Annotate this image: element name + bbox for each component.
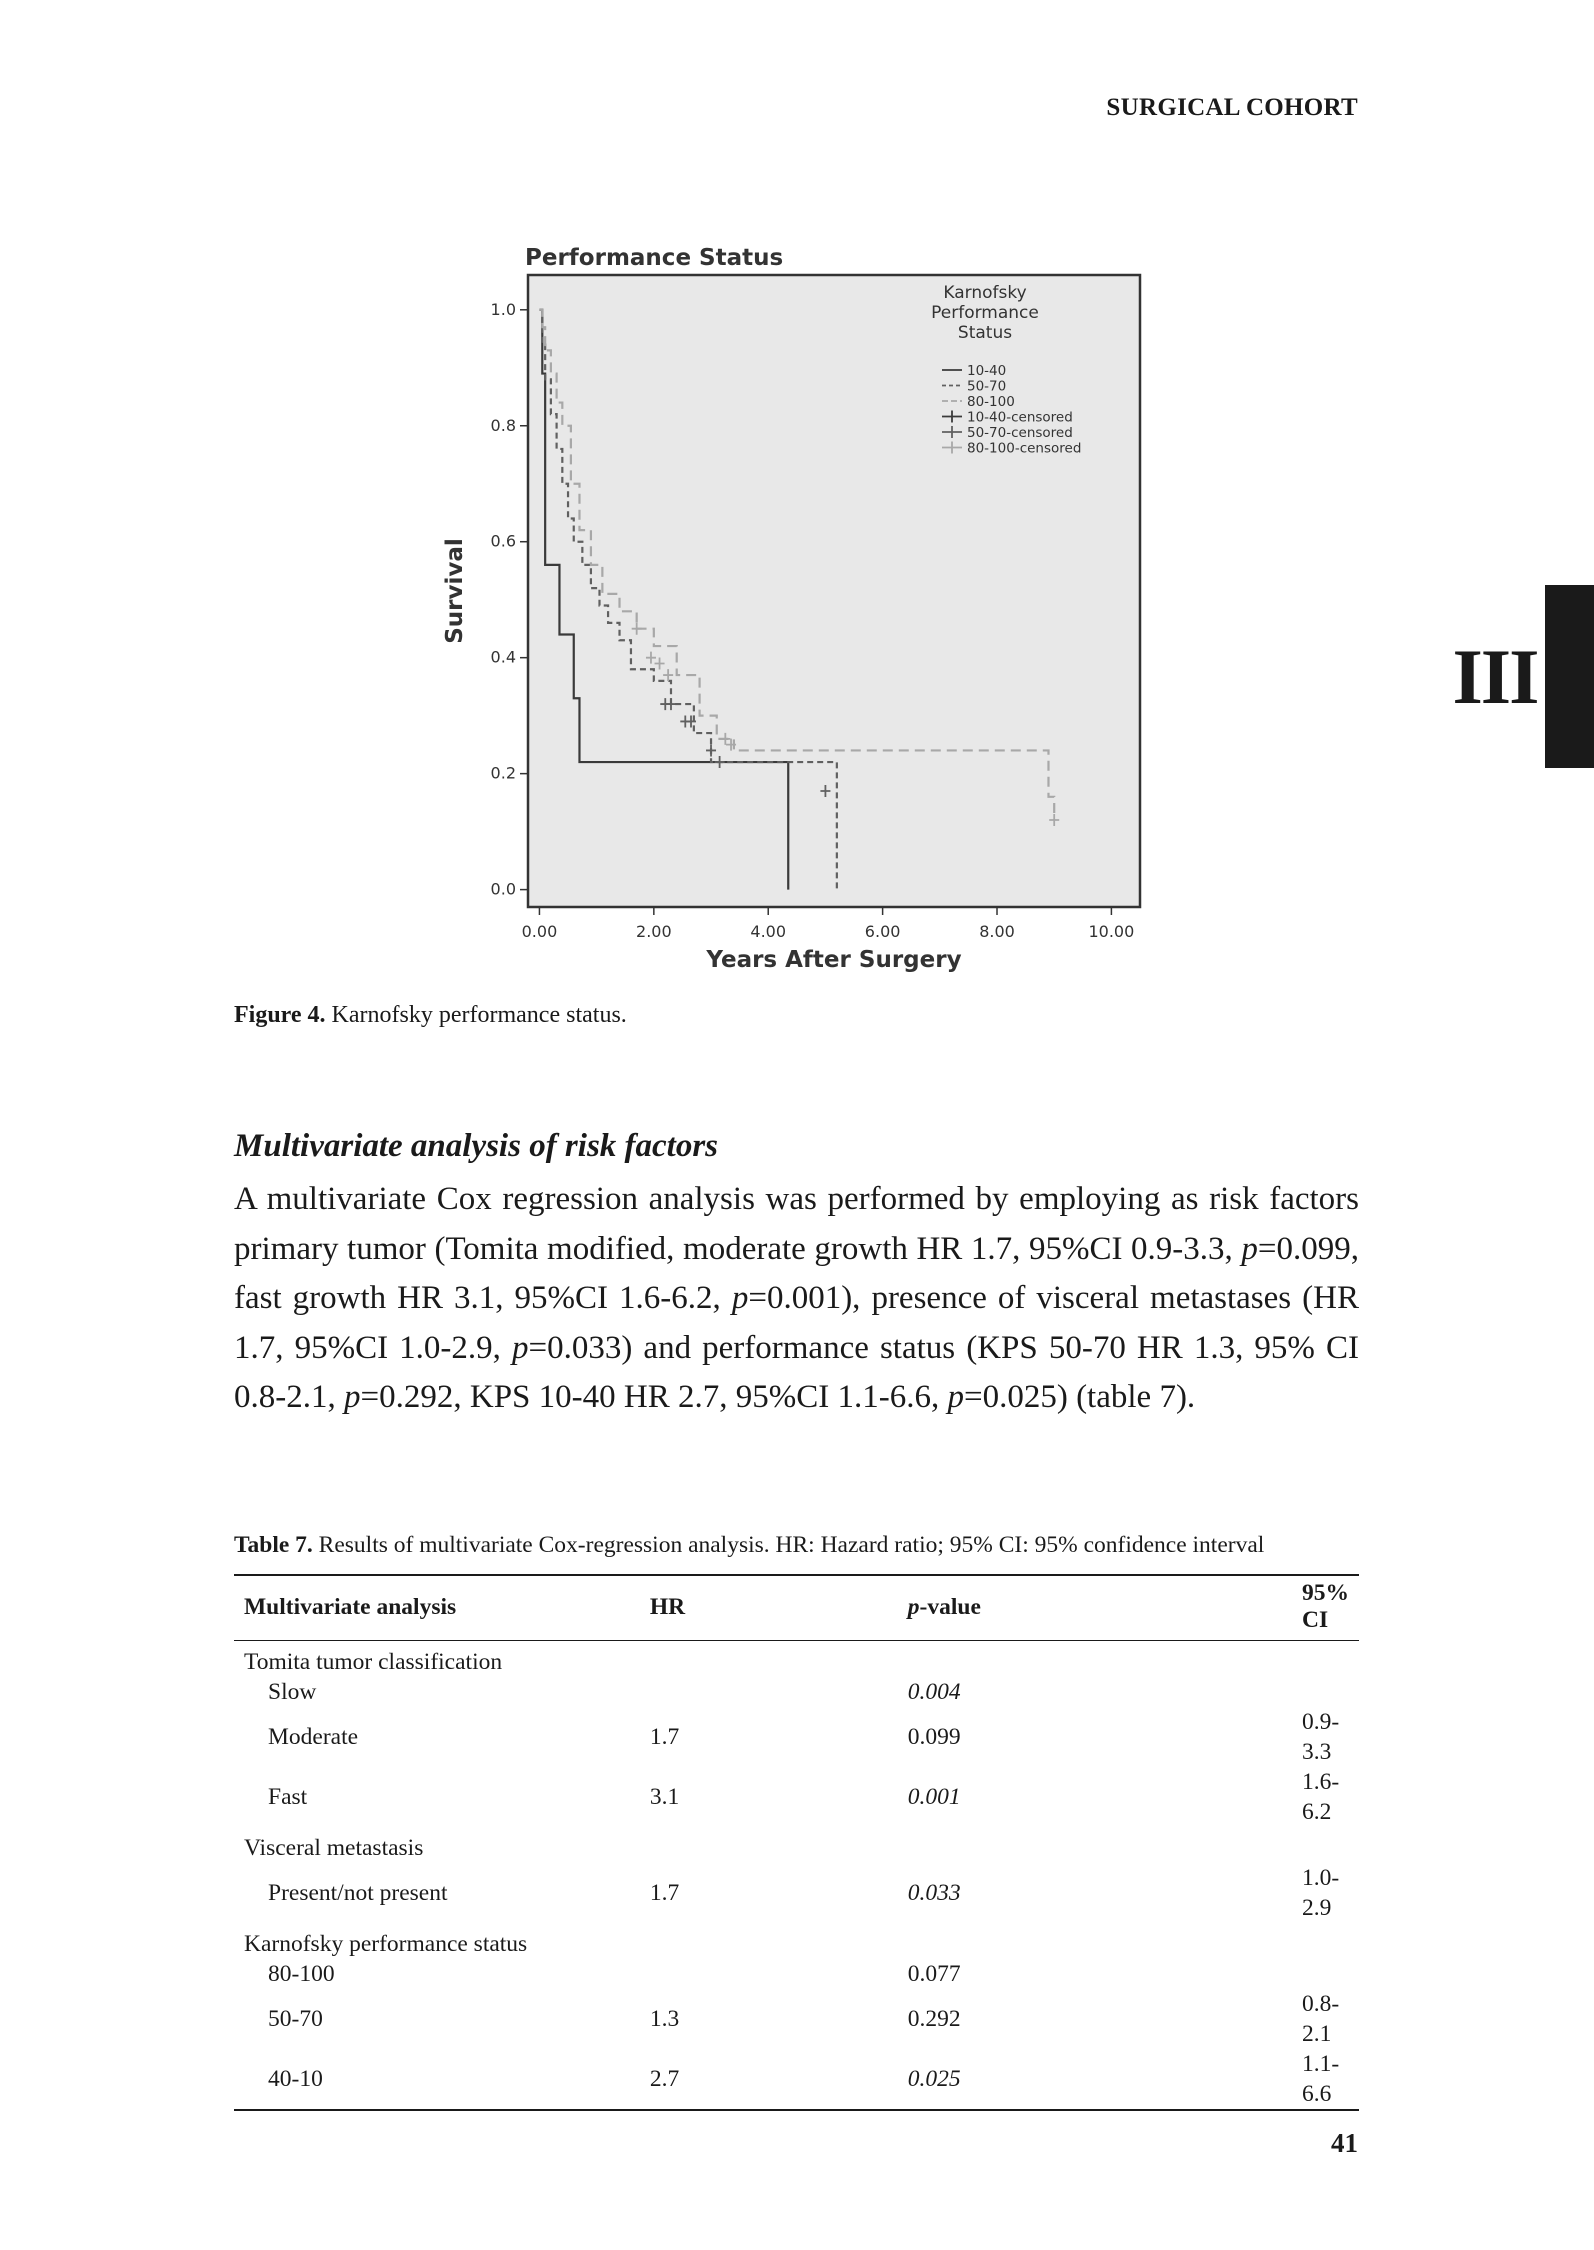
row-label: Fast: [268, 1784, 308, 1810]
table-label: Table 7.: [234, 1532, 313, 1558]
table-caption: [234, 1532, 1359, 1559]
legend-entry: 80-100: [967, 394, 1015, 410]
x-tick-label: 8.00: [979, 922, 1015, 941]
x-tick-label: 10.00: [1088, 922, 1135, 941]
figure-label: Figure 4.: [234, 1002, 326, 1028]
p-symbol: p: [947, 1379, 964, 1415]
legend-title-line: Status: [957, 323, 1013, 343]
row-p-value: 0.004: [907, 1679, 961, 1705]
row-hr: [602, 1677, 790, 1707]
row-ci: [1150, 1677, 1359, 1707]
row-ci: 0.9-3.3: [1302, 1709, 1340, 1765]
paragraph-segment: =0.025) (table 7).: [963, 1379, 1196, 1415]
header-ci: 95% CI: [1150, 1575, 1359, 1641]
row-label: Moderate: [268, 1724, 359, 1750]
figure-caption-text: Karnofsky performance status.: [331, 1002, 627, 1028]
km-survival-chart: [430, 235, 1170, 995]
x-tick-label: 6.00: [864, 922, 901, 941]
y-tick-label: 0.4: [490, 647, 516, 667]
row-label: 50-70: [268, 2006, 323, 2032]
x-tick-label: 4.00: [750, 922, 787, 941]
y-tick-label: 0.2: [490, 763, 516, 783]
row-p-value: 0.099: [907, 1724, 961, 1750]
row-hr: 2.7: [649, 2066, 680, 2092]
row-hr: 1.7: [649, 1880, 680, 1906]
row-p-value: 0.033: [907, 1880, 961, 1906]
table-row: [234, 1767, 1359, 1827]
x-tick-label: 2.00: [636, 922, 672, 941]
paragraph-segment: A multivariate Cox regression analysis was performed by employing as risk factors primary tumor (Tomita modified, moderate growth HR 1.7, 95%CI 0.9-3.3,: [234, 1181, 1359, 1267]
group-label: Visceral metastasis: [244, 1835, 424, 1861]
group-label: Tomita tumor classification: [244, 1649, 503, 1675]
row-hr: 3.1: [649, 1784, 680, 1810]
row-p-value: 0.025: [907, 2066, 961, 2092]
row-hr: 1.3: [649, 2006, 680, 2032]
row-ci: 1.6-6.2: [1302, 1769, 1340, 1825]
table-row: [234, 1989, 1359, 2049]
row-label: Present/not present: [268, 1880, 448, 1906]
row-label: 80-100: [268, 1961, 335, 1987]
y-tick-label: 0.0: [490, 879, 516, 899]
paragraph-segment: =0.001), presence of visceral metastases (HR 1.7, 95%CI 1.0-2.9,: [234, 1280, 1359, 1366]
chapter-tab: [1545, 585, 1594, 768]
table-group-row: [234, 1923, 1359, 1959]
table-group-row: [234, 1827, 1359, 1863]
table-row: [234, 1863, 1359, 1923]
group-label: Karnofsky performance status: [244, 1931, 528, 1957]
p-symbol: p: [1241, 1230, 1258, 1267]
header-value-suffix: -value: [919, 1593, 981, 1620]
section-heading: Multivariate analysis of risk factors: [234, 1128, 719, 1164]
paragraph-segment: =0.292, KPS 10-40 HR 2.7, 95%CI 1.1-6.6,: [360, 1379, 948, 1415]
table-row: [234, 1959, 1359, 1989]
header-analysis: Multivariate analysis: [234, 1575, 602, 1641]
y-tick-label: 0.8: [490, 415, 516, 435]
row-label: Slow: [268, 1679, 317, 1705]
row-ci: 1.1-6.6: [1302, 2051, 1340, 2107]
row-ci: 1.0-2.9: [1302, 1865, 1340, 1921]
p-symbol: p: [731, 1280, 749, 1316]
legend-entry: 50-70-censored: [967, 425, 1073, 441]
row-p-value: 0.292: [907, 2006, 961, 2032]
header-p-value: [790, 1575, 1150, 1641]
p-symbol: p: [344, 1379, 361, 1415]
y-tick-label: 1.0: [490, 299, 516, 319]
running-head: SURGICAL COHORT: [1106, 94, 1358, 121]
row-p-value: 0.077: [907, 1961, 961, 1987]
paragraph-segment: =0.099, fast growth HR 3.1, 95%CI 1.6-6.2,: [234, 1230, 1359, 1316]
p-symbol: p: [511, 1329, 529, 1366]
chapter-marker: III: [1452, 633, 1538, 720]
chart-title: Performance Status: [525, 245, 784, 271]
x-tick-label: 0.00: [521, 922, 558, 941]
legend-title-line: Karnofsky: [943, 283, 1027, 303]
row-ci: 0.8-2.1: [1302, 1991, 1340, 2047]
plot-area: [528, 275, 1140, 907]
row-p-value: 0.001: [907, 1784, 961, 1810]
x-axis-label: Years After Surgery: [706, 947, 962, 973]
table-header-row: [234, 1575, 1359, 1641]
body-paragraph: [234, 1175, 1359, 1423]
table-caption-text: Results of multivariate Cox-regression analysis. HR: Hazard ratio; 95% CI: 95% confidence interval: [318, 1532, 1265, 1558]
y-axis-label: Survival: [442, 538, 468, 644]
row-hr: [602, 1959, 790, 1989]
paragraph-segment: =0.033) and performance status (KPS 50-70 HR 1.3, 95% CI 0.8-2.1,: [234, 1329, 1359, 1415]
legend-entry: 10-40-censored: [967, 409, 1073, 426]
header-hr: HR: [602, 1575, 790, 1641]
table-group-row: [234, 1641, 1359, 1678]
header-p-symbol: p: [907, 1593, 920, 1620]
legend-entry: 80-100-censored: [967, 440, 1082, 457]
y-tick-label: 0.6: [490, 531, 516, 551]
legend-title-line: Performance: [931, 303, 1039, 323]
figure-caption: [234, 1002, 627, 1029]
row-label: 40-10: [268, 2066, 323, 2092]
table-row: [234, 1707, 1359, 1767]
legend-entry: 10-40: [967, 363, 1007, 379]
row-ci: [1150, 1959, 1359, 1989]
results-table: [234, 1574, 1359, 2111]
legend-entry: 50-70: [967, 378, 1007, 395]
table-row: [234, 1677, 1359, 1707]
page-number: 41: [1331, 2128, 1358, 2158]
table-row: [234, 2049, 1359, 2110]
row-hr: 1.7: [649, 1724, 680, 1750]
